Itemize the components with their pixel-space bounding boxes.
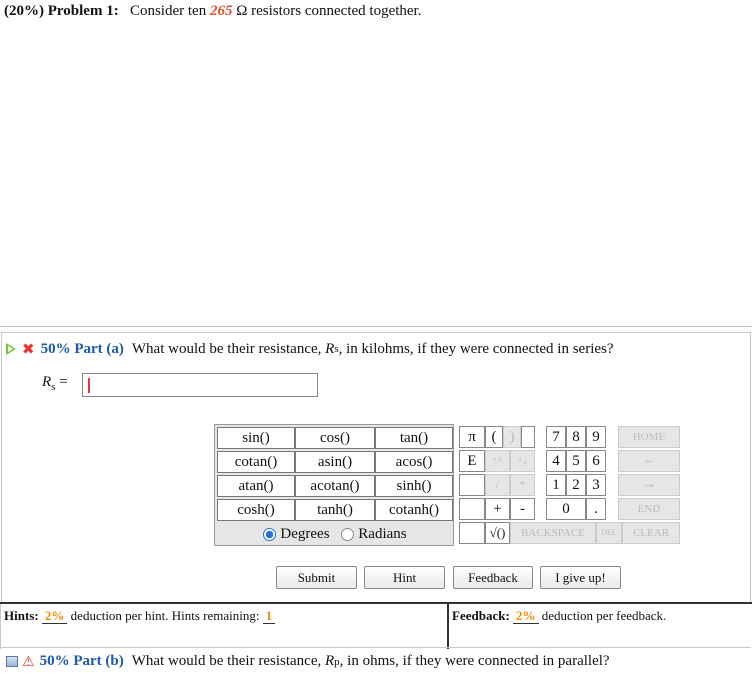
hints-label: Hints:	[4, 608, 39, 623]
key-multiply[interactable]: *	[510, 474, 535, 496]
key-minus[interactable]: -	[510, 498, 535, 520]
cotanh-button[interactable]: cotanh()	[375, 499, 453, 521]
function-table	[214, 424, 454, 546]
hints-remaining: 1	[263, 608, 276, 624]
key-plus[interactable]: +	[485, 498, 510, 520]
part-b-question-after: , in ohms, if they were connected in parallel?	[339, 653, 610, 669]
key-sqrt[interactable]: √()	[485, 522, 510, 544]
atan-button[interactable]: atan()	[217, 475, 295, 497]
key-blank-2	[459, 474, 485, 496]
radians-radio[interactable]	[341, 528, 354, 541]
hint-button[interactable]: Hint	[364, 566, 445, 589]
cos-button[interactable]: cos()	[295, 427, 375, 449]
part-b-header	[6, 653, 610, 670]
hints-feedback-row	[0, 602, 752, 647]
part-a-subscript: s	[334, 343, 339, 355]
warning-icon: ⚠	[22, 653, 35, 670]
collapse-icon[interactable]	[6, 656, 18, 667]
key-5[interactable]: 5	[566, 450, 586, 472]
acotan-button[interactable]: acotan()	[295, 475, 375, 497]
sin-button[interactable]: sin()	[217, 427, 295, 449]
answer-label-symbol: R	[42, 374, 52, 390]
feedback-label: Feedback:	[452, 608, 510, 623]
key-7[interactable]: 7	[546, 426, 566, 448]
key-up-arrow[interactable]: ↑^	[485, 450, 510, 472]
key-divide[interactable]: /	[485, 474, 510, 496]
hint-deduction: 2%	[42, 608, 68, 624]
key-blank-4	[459, 522, 485, 544]
key-6[interactable]: 6	[586, 450, 606, 472]
feedback-deduction: 2%	[513, 608, 539, 624]
key-end[interactable]: END	[618, 498, 680, 520]
part-b-percent: 50% Part (b)	[39, 653, 124, 669]
key-blank-1	[521, 426, 535, 448]
part-b-subscript: p	[334, 655, 340, 668]
divider	[0, 326, 752, 327]
key-blank-3	[459, 498, 485, 520]
hints-panel	[0, 604, 446, 649]
key-2[interactable]: 2	[566, 474, 586, 496]
answer-label-subscript: s	[51, 381, 56, 393]
part-a-question-before: What would be their resistance,	[131, 340, 322, 357]
incorrect-x-icon: ✖	[22, 340, 35, 358]
sinh-button[interactable]: sinh()	[375, 475, 453, 497]
part-b-question-before: What would be their resistance,	[131, 653, 322, 669]
feedback-text	[452, 608, 666, 624]
tanh-button[interactable]: tanh()	[295, 499, 375, 521]
problem-header	[4, 3, 421, 20]
calculator	[214, 424, 682, 546]
keypad	[457, 424, 682, 546]
cosh-button[interactable]: cosh()	[217, 499, 295, 521]
part-a-symbol: R	[325, 340, 335, 357]
feedback-panel	[447, 604, 752, 649]
key-9[interactable]: 9	[586, 426, 606, 448]
text-caret	[88, 378, 90, 393]
submit-button[interactable]: Submit	[276, 566, 357, 589]
answer-label: $R_s$ =	[42, 374, 68, 393]
answer-input[interactable]	[82, 373, 318, 397]
key-dot[interactable]: .	[586, 498, 606, 520]
problem-text-before: Consider ten	[129, 3, 207, 19]
hints-text	[4, 608, 275, 624]
play-icon[interactable]	[6, 343, 16, 355]
part-b-symbol: R	[324, 653, 335, 669]
angle-mode-row	[215, 522, 455, 546]
key-backspace[interactable]: BACKSPACE	[510, 522, 596, 544]
key-rparen[interactable]: )	[503, 426, 521, 448]
degrees-radio[interactable]	[263, 528, 276, 541]
key-lparen[interactable]: (	[485, 426, 503, 448]
feedback-button[interactable]: Feedback	[453, 566, 533, 589]
key-8[interactable]: 8	[566, 426, 586, 448]
key-del[interactable]: DEL	[596, 522, 622, 544]
key-down-arrow[interactable]: ^↓	[510, 450, 535, 472]
cotan-button[interactable]: cotan()	[217, 451, 295, 473]
tan-button[interactable]: tan()	[375, 427, 453, 449]
key-right-arrow[interactable]: →	[618, 474, 680, 496]
key-pi[interactable]: π	[459, 426, 485, 448]
key-left-arrow[interactable]: ←	[618, 450, 680, 472]
asin-button[interactable]: asin()	[295, 451, 375, 473]
key-e[interactable]: E	[459, 450, 485, 472]
hints-description: deduction per hint. Hints remaining:	[70, 608, 260, 623]
key-4[interactable]: 4	[546, 450, 566, 472]
part-a-question-after: , in kilohms, if they were connected in series?	[338, 340, 614, 357]
acos-button[interactable]: acos()	[375, 451, 453, 473]
radians-label: Radians	[358, 525, 407, 542]
degrees-label: Degrees	[280, 525, 330, 542]
key-0[interactable]: 0	[546, 498, 586, 520]
key-3[interactable]: 3	[586, 474, 606, 496]
give-up-button[interactable]: I give up!	[540, 566, 621, 589]
key-clear[interactable]: CLEAR	[622, 522, 680, 544]
problem-title: Problem 1:	[47, 3, 119, 19]
resistance-value: 265	[209, 3, 233, 19]
key-1[interactable]: 1	[546, 474, 566, 496]
problem-text-after: Ω resistors connected together.	[236, 3, 422, 19]
feedback-description: deduction per feedback.	[541, 608, 667, 623]
part-a-percent: 50% Part (a)	[40, 340, 124, 357]
problem-percent: (20%)	[4, 3, 44, 19]
key-home[interactable]: HOME	[618, 426, 680, 448]
part-a-header	[6, 340, 614, 358]
